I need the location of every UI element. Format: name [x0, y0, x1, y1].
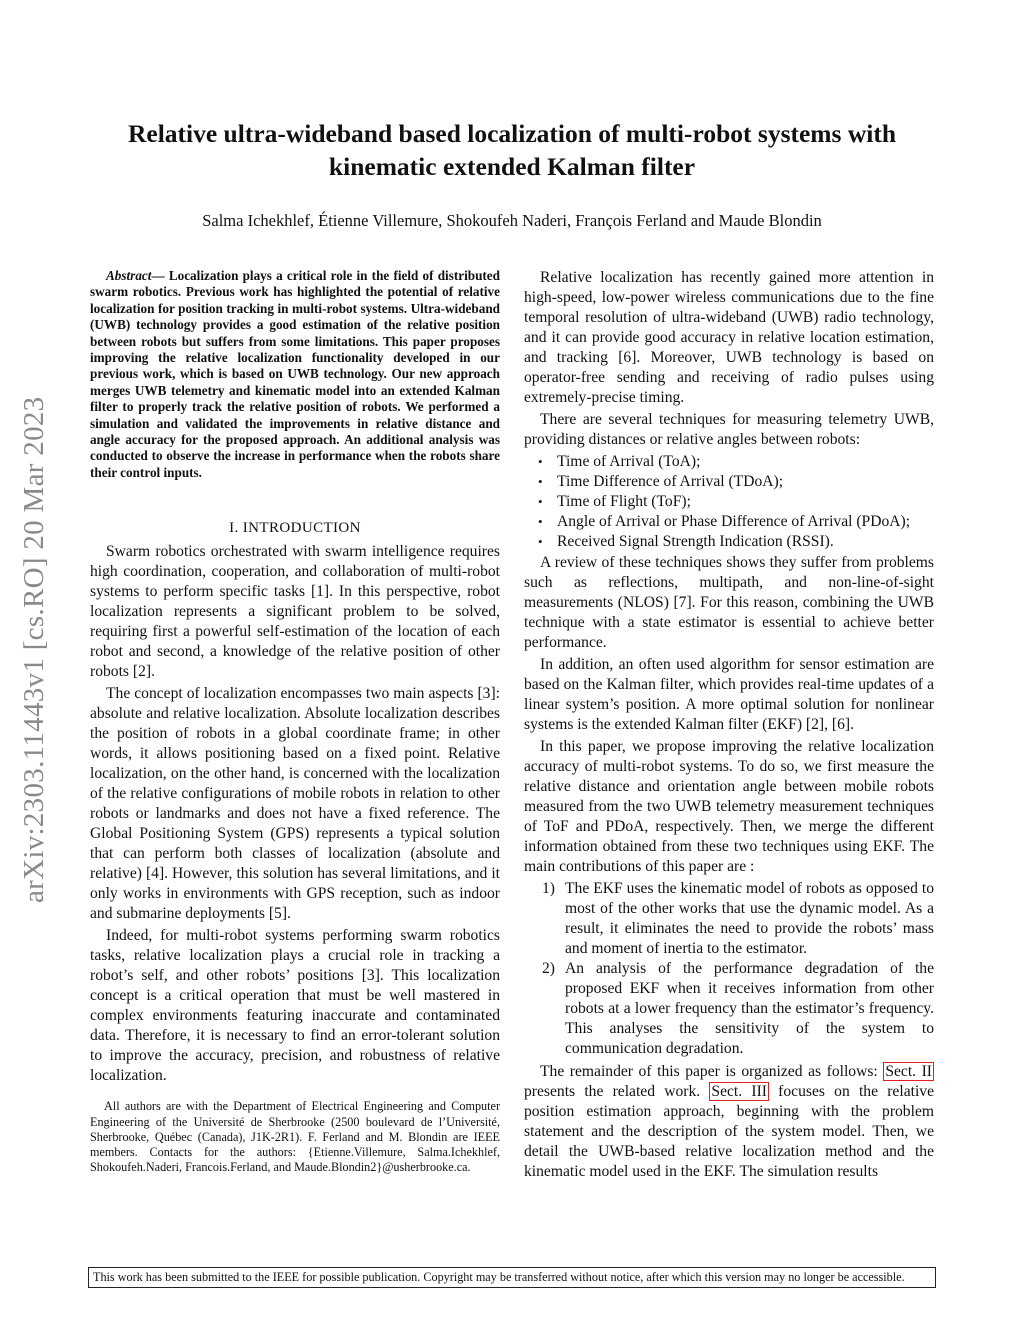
list-item	[536, 472, 934, 492]
body-paragraph: In this paper, we propose improving the relative localization accuracy of multi-robot systems. To do so, we first measure the relative distance and orientation angle between mobile robots measured from the two UWB telemetry measurement techniques of ToF and PDoA, respectively. Then, we merge the different information obtained from these two techniques using EKF. The main contributions of this paper are :	[524, 738, 934, 875]
intro-paragraph: Swarm robotics orchestrated with swarm intelligence requires high coordination, cooperation, and collaboration of multi-robot systems to perform specific tasks [1]. In this perspective, robot localization represents a significant problem to be solved, requiring first a powerful self-estimation of the location of each robot and second, a knowledge of the relative position of other robots [2].	[90, 543, 500, 681]
list-item	[524, 879, 934, 959]
list-item-text: Angle of Arrival or Phase Difference of Arrival (PDoA);	[557, 513, 911, 530]
list-item	[536, 452, 934, 472]
list-item-text: An analysis of the performance degradation of the proposed EKF when it receives information from other robots at a lower frequency than the estimator’s frequency. This analyses the sensitivity of the system to communication degradation.	[565, 960, 934, 1057]
right-column	[524, 268, 934, 1184]
ieee-submission-notice: This work has been submitted to the IEEE for possible publication. Copyright may be transferred without notice, after which this version may no longer be accessible.	[88, 1267, 936, 1288]
intro-paragraph: The concept of localization encompasses two main aspects [3]: absolute and relative localization. Absolute localization describes the position of robots in a global coordinate frame; in other words, it allows positioning based on a fixed point. Relative localization, on the other hand, is concerned with the localization of the relative configurations of mobile robots in relation to other robots or landmarks and does not have a fixed reference. The Global Positioning System (GPS) represents a typical solution that can perform both classes of localization (absolute and relative) [4]. However, this solution has several limitations, and it only works in environments with GPS reception, such as indoor and submarine deployments [5].	[90, 685, 500, 923]
paper-title: Relative ultra-wideband based localization of multi-robot systems with kinematic extended Kalman filter	[127, 119, 897, 181]
list-item	[536, 532, 934, 552]
abstract-text: Localization plays a critical role in the field of distributed swarm robotics. Previous work has highlighted the potential of relative localization for position tracking in multi-robot systems. Ultra-wideband (UWB) technology provides a good estimation of the relative position between robots but suffers from some limitations. This paper proposes improving the relative localization functionality developed in our previous work, which is based on UWB technology. Our new approach merges UWB telemetry and kinematic model into an extended Kalman filter to properly track the relative position of robots. We performed a simulation and validated the improvements in relative distance and angle accuracy for the proposed approach. An additional analysis was conducted to observe the increase in performance when the robots share their control inputs.	[90, 268, 500, 480]
bullet-icon: •	[538, 494, 543, 509]
bullet-icon: •	[538, 514, 543, 529]
section-iii-link[interactable]: Sect. III	[711, 1083, 767, 1100]
body-paragraph: A review of these techniques shows they suffer from problems such as reflections, multipath, and non-line-of-sight measurements (NLOS) [7]. For this reason, combining the UWB technique with a state estimator is essential to achieve better performance.	[524, 554, 934, 651]
body-paragraph: In addition, an often used algorithm for sensor estimation are based on the Kalman filter, which provides real-time updates of a linear system’s position. A more optimal solution for nonlinear systems is the extended Kalman filter (EKF) [2], [6].	[524, 656, 934, 733]
paragraph-text: focuses on the relative position estimation approach, beginning with the problem statement and the description of the system model. Then, we detail the UWB-based relative localization method and the kinematic model used in the EKF. The simulation results	[524, 1083, 934, 1180]
section-heading-introduction: I. INTRODUCTION	[229, 520, 361, 537]
body-paragraph: Relative localization has recently gained more attention in high-speed, low-power wireless communications due to the fine temporal resolution of ultra-wideband (UWB) radio technology, and it can provide good accuracy in relative location estimation, and tracking [6]. Moreover, UWB technology is based on operator-free sending and receiving of radio pulses using extremely-precise timing.	[524, 269, 934, 406]
contributions-list	[524, 879, 934, 1059]
list-number: 1)	[542, 880, 555, 897]
list-item	[524, 959, 934, 1059]
abstract	[90, 268, 500, 481]
list-item-text: Time of Flight (ToF);	[557, 493, 691, 510]
list-item-text: Time of Arrival (ToA);	[557, 453, 701, 470]
author-list: Salma Ichekhlef, Étienne Villemure, Shokoufeh Naderi, François Ferland and Maude Blondin	[202, 211, 822, 230]
organization-paragraph	[524, 1062, 934, 1182]
list-item	[536, 492, 934, 512]
intro-paragraph: Indeed, for multi-robot systems performing swarm robotics tasks, relative localization plays a crucial role in tracking a robot’s self, and other robots’ positions [3]. This localization concept is a critical operation that must be well mastered in complex environments featuring inaccurate and contaminated data. Therefore, it is necessary to find an error-tolerant solution to improve the accuracy, precision, and robustness of relative localization.	[90, 927, 500, 1085]
list-item	[536, 512, 934, 532]
section-ii-link[interactable]: Sect. II	[885, 1063, 933, 1080]
list-item-text: The EKF uses the kinematic model of robots as opposed to most of the other works that use the dynamic model. As a result, it eliminates the need to provide the robots’ mass and moment of inertia to the estimator.	[565, 880, 934, 957]
bullet-icon: •	[538, 534, 543, 549]
body-paragraph: There are several techniques for measuring telemetry UWB, providing distances or relative angles between robots:	[524, 411, 934, 448]
bullet-icon: •	[538, 454, 543, 469]
left-column	[90, 268, 500, 1176]
abstract-label: Abstract	[106, 268, 152, 283]
paragraph-text: The remainder of this paper is organized as follows:	[540, 1063, 884, 1080]
uwb-techniques-list	[524, 452, 934, 552]
paragraph-text: presents the related work.	[524, 1083, 710, 1100]
bullet-icon: •	[538, 474, 543, 489]
abstract-dash: —	[151, 268, 169, 283]
list-item-text: Time Difference of Arrival (TDoA);	[557, 473, 784, 490]
arxiv-identifier-stamp: arXiv:2303.11443v1 [cs.RO] 20 Mar 2023	[18, 396, 50, 904]
list-number: 2)	[542, 960, 555, 977]
author-affiliation-footnote: All authors are with the Department of Electrical Engineering and Computer Engineering of the Université de Sherbrooke (2500 boulevard de l’Université, Sherbrooke, Québec (Canada), J1K-2R1). F. Ferland and M. Blondin are IEEE members. Contacts for the authors: {Etienne.Villemure, Salma.Ichekhlef, Shokoufeh.Naderi, Francois.Ferland, and Maude.Blondin2}@usherbrooke.ca.	[90, 1099, 500, 1175]
list-item-text: Received Signal Strength Indication (RSSI).	[557, 533, 834, 550]
